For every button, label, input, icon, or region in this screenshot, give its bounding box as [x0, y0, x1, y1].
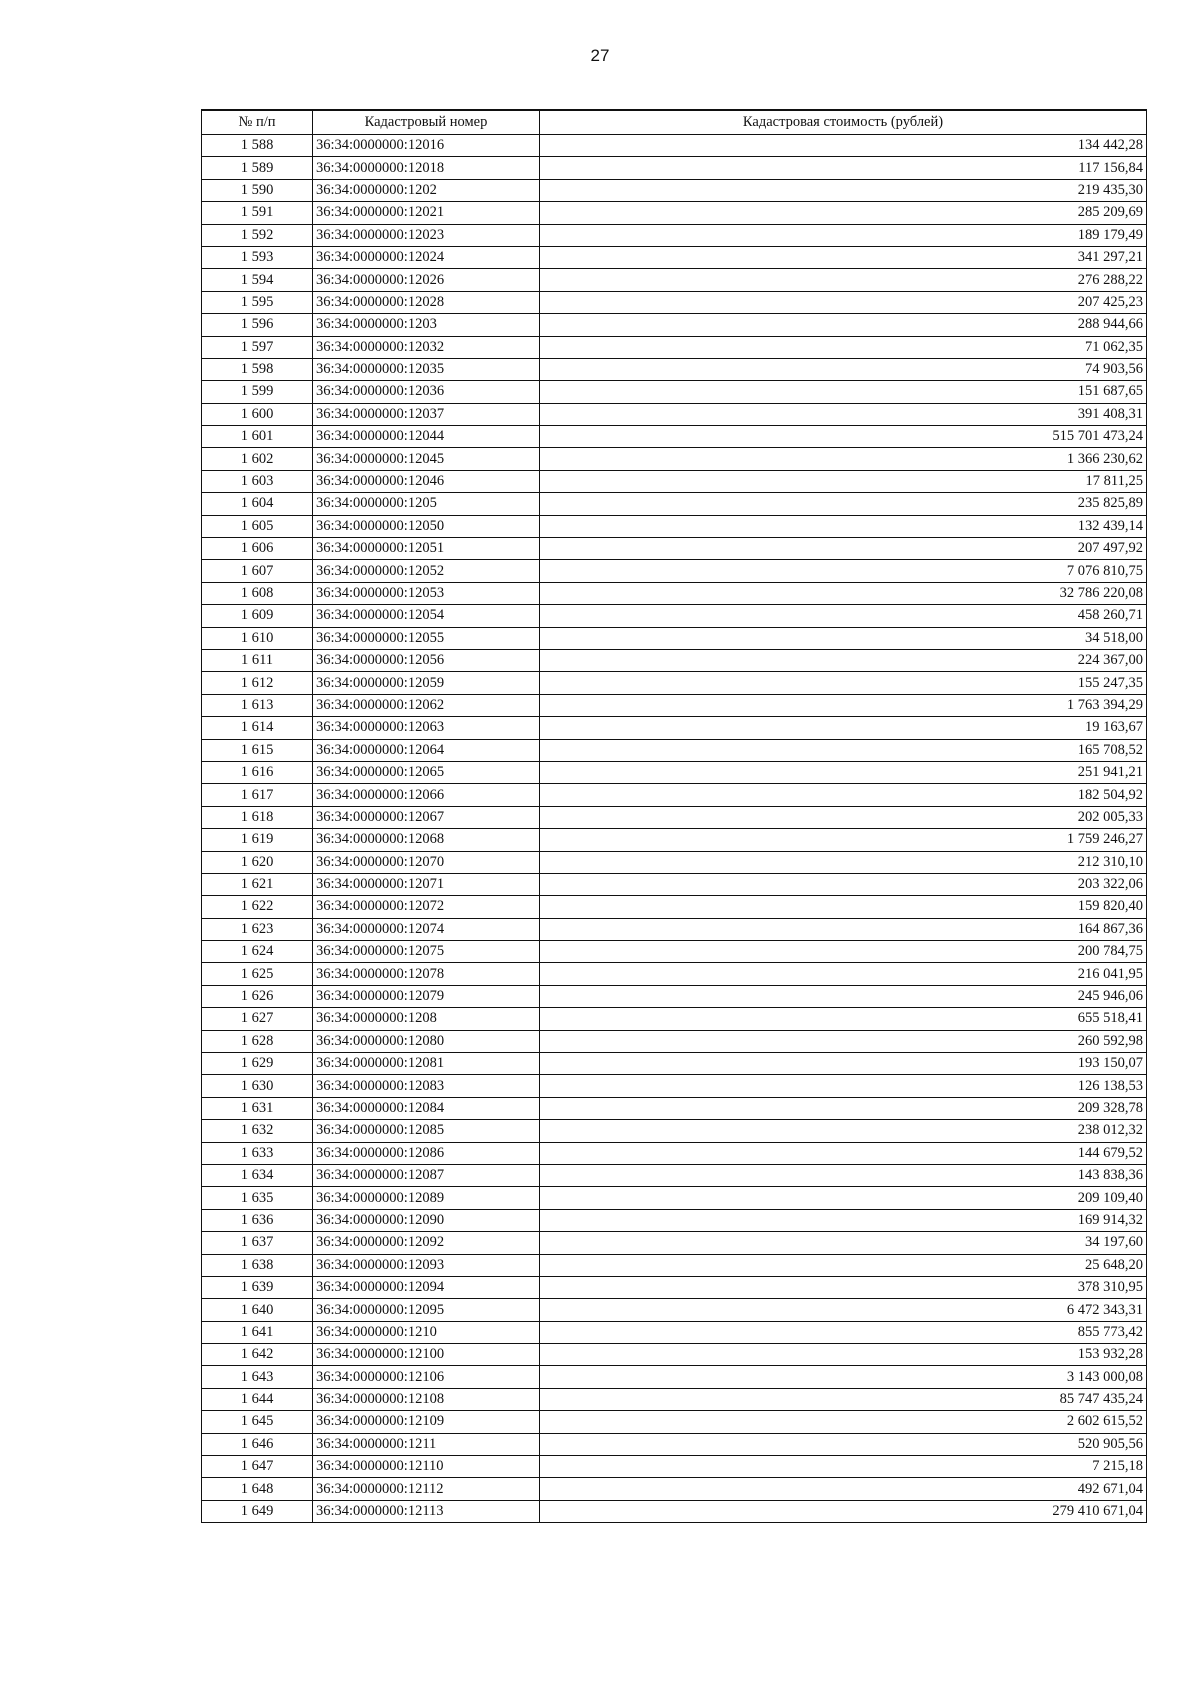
cadastral-number-cell: 36:34:0000000:12079	[313, 985, 540, 1007]
cadastral-number-cell: 36:34:0000000:12016	[313, 135, 540, 157]
cadastral-number-cell: 36:34:0000000:12051	[313, 538, 540, 560]
row-number-cell: 1 605	[202, 515, 313, 537]
row-number-cell: 1 640	[202, 1299, 313, 1321]
cadastral-number-cell: 36:34:0000000:12083	[313, 1075, 540, 1097]
cadastral-number-cell: 36:34:0000000:12113	[313, 1500, 540, 1522]
table-row	[202, 1344, 1147, 1366]
page-number: 27	[590, 46, 610, 65]
cadastral-number-cell: 36:34:0000000:12093	[313, 1254, 540, 1276]
cadastral-value-cell: 132 439,14	[540, 515, 1147, 537]
cadastral-value-cell: 341 297,21	[540, 246, 1147, 268]
cadastral-value-cell: 155 247,35	[540, 672, 1147, 694]
table-row	[202, 538, 1147, 560]
table-row	[202, 1366, 1147, 1388]
cadastral-value-cell: 165 708,52	[540, 739, 1147, 761]
cadastral-value-cell: 126 138,53	[540, 1075, 1147, 1097]
header-cadastral-number: Кадастровый номер	[313, 110, 540, 135]
cadastral-number-cell: 36:34:0000000:12092	[313, 1232, 540, 1254]
cadastral-value-cell: 216 041,95	[540, 963, 1147, 985]
table-row	[202, 694, 1147, 716]
row-number-cell: 1 624	[202, 941, 313, 963]
cadastral-number-cell: 36:34:0000000:12045	[313, 448, 540, 470]
cadastral-number-cell: 36:34:0000000:1205	[313, 493, 540, 515]
cadastral-number-cell: 36:34:0000000:12071	[313, 873, 540, 895]
cadastral-value-cell: 1 759 246,27	[540, 829, 1147, 851]
cadastral-value-cell: 209 109,40	[540, 1187, 1147, 1209]
cadastral-value-cell: 224 367,00	[540, 649, 1147, 671]
cadastral-number-cell: 36:34:0000000:12084	[313, 1097, 540, 1119]
row-number-cell: 1 634	[202, 1164, 313, 1186]
row-number-cell: 1 629	[202, 1053, 313, 1075]
table-row	[202, 1075, 1147, 1097]
cadastral-number-cell: 36:34:0000000:12089	[313, 1187, 540, 1209]
cadastral-number-cell: 36:34:0000000:12087	[313, 1164, 540, 1186]
row-number-cell: 1 595	[202, 291, 313, 313]
row-number-cell: 1 645	[202, 1411, 313, 1433]
table-row	[202, 941, 1147, 963]
table-row	[202, 649, 1147, 671]
table-row	[202, 269, 1147, 291]
row-number-cell: 1 600	[202, 403, 313, 425]
cadastral-number-cell: 36:34:0000000:12044	[313, 426, 540, 448]
row-number-cell: 1 614	[202, 717, 313, 739]
cadastral-value-cell: 245 946,06	[540, 985, 1147, 1007]
cadastral-value-cell: 7 076 810,75	[540, 560, 1147, 582]
table-header	[202, 110, 1147, 135]
cadastral-value-cell: 203 322,06	[540, 873, 1147, 895]
table-row	[202, 896, 1147, 918]
table-row	[202, 761, 1147, 783]
cadastral-value-cell: 7 215,18	[540, 1456, 1147, 1478]
cadastral-value-cell: 207 497,92	[540, 538, 1147, 560]
row-number-cell: 1 628	[202, 1030, 313, 1052]
row-number-cell: 1 632	[202, 1120, 313, 1142]
cadastral-number-cell: 36:34:0000000:12108	[313, 1388, 540, 1410]
row-number-cell: 1 615	[202, 739, 313, 761]
cadastral-value-cell: 159 820,40	[540, 896, 1147, 918]
table-row	[202, 1456, 1147, 1478]
table-row	[202, 1030, 1147, 1052]
table-row	[202, 784, 1147, 806]
table-row	[202, 1164, 1147, 1186]
cadastral-number-cell: 36:34:0000000:12100	[313, 1344, 540, 1366]
cadastral-number-cell: 36:34:0000000:12094	[313, 1276, 540, 1298]
cadastral-number-cell: 36:34:0000000:12050	[313, 515, 540, 537]
row-number-cell: 1 593	[202, 246, 313, 268]
table-row	[202, 1299, 1147, 1321]
row-number-cell: 1 608	[202, 582, 313, 604]
row-number-cell: 1 623	[202, 918, 313, 940]
cadastral-number-cell: 36:34:0000000:12018	[313, 157, 540, 179]
table-row	[202, 873, 1147, 895]
row-number-cell: 1 596	[202, 314, 313, 336]
cadastral-number-cell: 36:34:0000000:12106	[313, 1366, 540, 1388]
row-number-cell: 1 612	[202, 672, 313, 694]
cadastral-value-cell: 1 366 230,62	[540, 448, 1147, 470]
row-number-cell: 1 618	[202, 806, 313, 828]
table-row	[202, 1209, 1147, 1231]
table-row	[202, 806, 1147, 828]
row-number-cell: 1 588	[202, 135, 313, 157]
row-number-cell: 1 636	[202, 1209, 313, 1231]
table-row	[202, 1120, 1147, 1142]
table-row	[202, 1232, 1147, 1254]
cadastral-number-cell: 36:34:0000000:12074	[313, 918, 540, 940]
cadastral-value-cell: 209 328,78	[540, 1097, 1147, 1119]
table-row	[202, 493, 1147, 515]
cadastral-value-cell: 520 905,56	[540, 1433, 1147, 1455]
table-row	[202, 470, 1147, 492]
cadastral-value-cell: 279 410 671,04	[540, 1500, 1147, 1522]
table-row	[202, 224, 1147, 246]
cadastral-number-cell: 36:34:0000000:1202	[313, 179, 540, 201]
cadastral-number-cell: 36:34:0000000:12035	[313, 358, 540, 380]
row-number-cell: 1 597	[202, 336, 313, 358]
cadastral-value-cell: 855 773,42	[540, 1321, 1147, 1343]
cadastral-number-cell: 36:34:0000000:12109	[313, 1411, 540, 1433]
table-row	[202, 314, 1147, 336]
row-number-cell: 1 620	[202, 851, 313, 873]
cadastral-number-cell: 36:34:0000000:12064	[313, 739, 540, 761]
header-cadastral-value: Кадастровая стоимость (рублей)	[540, 110, 1147, 135]
header-row-number: № п/п	[202, 110, 313, 135]
cadastral-value-cell: 144 679,52	[540, 1142, 1147, 1164]
row-number-cell: 1 603	[202, 470, 313, 492]
cadastral-number-cell: 36:34:0000000:12110	[313, 1456, 540, 1478]
table-row	[202, 1008, 1147, 1030]
cadastral-value-cell: 17 811,25	[540, 470, 1147, 492]
table-row	[202, 1411, 1147, 1433]
table-body	[202, 135, 1147, 1523]
table-row	[202, 135, 1147, 157]
table-header-row	[202, 110, 1147, 135]
row-number-cell: 1 648	[202, 1478, 313, 1500]
table-row	[202, 829, 1147, 851]
cadastral-value-cell: 85 747 435,24	[540, 1388, 1147, 1410]
row-number-cell: 1 592	[202, 224, 313, 246]
cadastral-number-cell: 36:34:0000000:1203	[313, 314, 540, 336]
cadastral-number-cell: 36:34:0000000:12075	[313, 941, 540, 963]
row-number-cell: 1 622	[202, 896, 313, 918]
row-number-cell: 1 642	[202, 1344, 313, 1366]
row-number-cell: 1 625	[202, 963, 313, 985]
table-row	[202, 963, 1147, 985]
table-row	[202, 1053, 1147, 1075]
row-number-cell: 1 606	[202, 538, 313, 560]
row-number-cell: 1 627	[202, 1008, 313, 1030]
cadastral-number-cell: 36:34:0000000:12070	[313, 851, 540, 873]
cadastral-value-cell: 143 838,36	[540, 1164, 1147, 1186]
cadastral-number-cell: 36:34:0000000:12023	[313, 224, 540, 246]
cadastral-value-cell: 182 504,92	[540, 784, 1147, 806]
cadastral-value-cell: 207 425,23	[540, 291, 1147, 313]
row-number-cell: 1 607	[202, 560, 313, 582]
row-number-cell: 1 611	[202, 649, 313, 671]
table-row	[202, 202, 1147, 224]
row-number-cell: 1 630	[202, 1075, 313, 1097]
cadastral-value-cell: 193 150,07	[540, 1053, 1147, 1075]
cadastral-value-cell: 458 260,71	[540, 605, 1147, 627]
cadastral-value-cell: 276 288,22	[540, 269, 1147, 291]
table-row	[202, 1321, 1147, 1343]
row-number-cell: 1 609	[202, 605, 313, 627]
cadastral-number-cell: 36:34:0000000:12072	[313, 896, 540, 918]
table-row	[202, 582, 1147, 604]
cadastral-number-cell: 36:34:0000000:12032	[313, 336, 540, 358]
row-number-cell: 1 621	[202, 873, 313, 895]
table-row	[202, 627, 1147, 649]
cadastral-value-cell: 288 944,66	[540, 314, 1147, 336]
cadastral-number-cell: 36:34:0000000:12052	[313, 560, 540, 582]
row-number-cell: 1 604	[202, 493, 313, 515]
row-number-cell: 1 639	[202, 1276, 313, 1298]
table-row	[202, 985, 1147, 1007]
cadastral-number-cell: 36:34:0000000:12024	[313, 246, 540, 268]
row-number-cell: 1 646	[202, 1433, 313, 1455]
table-row	[202, 717, 1147, 739]
table-row	[202, 918, 1147, 940]
cadastral-value-cell: 164 867,36	[540, 918, 1147, 940]
cadastral-number-cell: 36:34:0000000:12063	[313, 717, 540, 739]
cadastral-value-cell: 212 310,10	[540, 851, 1147, 873]
row-number-cell: 1 649	[202, 1500, 313, 1522]
table-row	[202, 1500, 1147, 1522]
table-row	[202, 1276, 1147, 1298]
cadastral-number-cell: 36:34:0000000:12112	[313, 1478, 540, 1500]
cadastral-number-cell: 36:34:0000000:12053	[313, 582, 540, 604]
cadastral-number-cell: 36:34:0000000:12065	[313, 761, 540, 783]
row-number-cell: 1 598	[202, 358, 313, 380]
row-number-cell: 1 637	[202, 1232, 313, 1254]
table-row	[202, 739, 1147, 761]
cadastral-value-cell: 189 179,49	[540, 224, 1147, 246]
cadastral-value-cell: 25 648,20	[540, 1254, 1147, 1276]
cadastral-value-cell: 34 518,00	[540, 627, 1147, 649]
row-number-cell: 1 590	[202, 179, 313, 201]
table-row	[202, 1142, 1147, 1164]
row-number-cell: 1 643	[202, 1366, 313, 1388]
cadastral-value-cell: 151 687,65	[540, 381, 1147, 403]
row-number-cell: 1 591	[202, 202, 313, 224]
cadastral-number-cell: 36:34:0000000:12028	[313, 291, 540, 313]
cadastral-value-cell: 251 941,21	[540, 761, 1147, 783]
row-number-cell: 1 602	[202, 448, 313, 470]
cadastral-value-table	[201, 109, 1147, 1523]
cadastral-number-cell: 36:34:0000000:12080	[313, 1030, 540, 1052]
cadastral-value-cell: 6 472 343,31	[540, 1299, 1147, 1321]
table-row	[202, 403, 1147, 425]
row-number-cell: 1 619	[202, 829, 313, 851]
cadastral-number-cell: 36:34:0000000:1208	[313, 1008, 540, 1030]
table-row	[202, 246, 1147, 268]
cadastral-value-cell: 169 914,32	[540, 1209, 1147, 1231]
row-number-cell: 1 613	[202, 694, 313, 716]
table-row	[202, 560, 1147, 582]
cadastral-number-cell: 36:34:0000000:12054	[313, 605, 540, 627]
table-row	[202, 1388, 1147, 1410]
row-number-cell: 1 647	[202, 1456, 313, 1478]
cadastral-value-cell: 285 209,69	[540, 202, 1147, 224]
cadastral-value-cell: 492 671,04	[540, 1478, 1147, 1500]
table-row	[202, 358, 1147, 380]
cadastral-number-cell: 36:34:0000000:12046	[313, 470, 540, 492]
cadastral-value-cell: 34 197,60	[540, 1232, 1147, 1254]
row-number-cell: 1 599	[202, 381, 313, 403]
cadastral-value-cell: 238 012,32	[540, 1120, 1147, 1142]
cadastral-value-cell: 71 062,35	[540, 336, 1147, 358]
cadastral-value-cell: 74 903,56	[540, 358, 1147, 380]
cadastral-value-cell: 200 784,75	[540, 941, 1147, 963]
row-number-cell: 1 610	[202, 627, 313, 649]
cadastral-value-cell: 655 518,41	[540, 1008, 1147, 1030]
cadastral-value-cell: 515 701 473,24	[540, 426, 1147, 448]
table-row	[202, 1254, 1147, 1276]
cadastral-number-cell: 36:34:0000000:12055	[313, 627, 540, 649]
cadastral-number-cell: 36:34:0000000:12086	[313, 1142, 540, 1164]
table-row	[202, 515, 1147, 537]
cadastral-number-cell: 36:34:0000000:1211	[313, 1433, 540, 1455]
table-row	[202, 1097, 1147, 1119]
cadastral-number-cell: 36:34:0000000:12081	[313, 1053, 540, 1075]
table-row	[202, 291, 1147, 313]
table-row	[202, 672, 1147, 694]
cadastral-number-cell: 36:34:0000000:12067	[313, 806, 540, 828]
cadastral-value-cell: 2 602 615,52	[540, 1411, 1147, 1433]
cadastral-number-cell: 36:34:0000000:12036	[313, 381, 540, 403]
cadastral-number-cell: 36:34:0000000:12095	[313, 1299, 540, 1321]
cadastral-value-cell: 19 163,67	[540, 717, 1147, 739]
table-row	[202, 179, 1147, 201]
cadastral-value-cell: 3 143 000,08	[540, 1366, 1147, 1388]
cadastral-value-cell: 1 763 394,29	[540, 694, 1147, 716]
cadastral-number-cell: 36:34:0000000:12062	[313, 694, 540, 716]
table-row	[202, 336, 1147, 358]
table-row	[202, 448, 1147, 470]
row-number-cell: 1 616	[202, 761, 313, 783]
row-number-cell: 1 594	[202, 269, 313, 291]
table-row	[202, 1478, 1147, 1500]
table-row	[202, 426, 1147, 448]
cadastral-value-cell: 134 442,28	[540, 135, 1147, 157]
cadastral-value-cell: 391 408,31	[540, 403, 1147, 425]
table-row	[202, 157, 1147, 179]
row-number-cell: 1 635	[202, 1187, 313, 1209]
cadastral-number-cell: 36:34:0000000:12021	[313, 202, 540, 224]
cadastral-number-cell: 36:34:0000000:12090	[313, 1209, 540, 1231]
row-number-cell: 1 638	[202, 1254, 313, 1276]
cadastral-value-cell: 260 592,98	[540, 1030, 1147, 1052]
cadastral-value-cell: 378 310,95	[540, 1276, 1147, 1298]
row-number-cell: 1 644	[202, 1388, 313, 1410]
cadastral-value-cell: 219 435,30	[540, 179, 1147, 201]
row-number-cell: 1 641	[202, 1321, 313, 1343]
cadastral-value-cell: 202 005,33	[540, 806, 1147, 828]
cadastral-number-cell: 36:34:0000000:12078	[313, 963, 540, 985]
cadastral-value-cell: 153 932,28	[540, 1344, 1147, 1366]
cadastral-number-cell: 36:34:0000000:12056	[313, 649, 540, 671]
cadastral-number-cell: 36:34:0000000:12066	[313, 784, 540, 806]
row-number-cell: 1 617	[202, 784, 313, 806]
row-number-cell: 1 626	[202, 985, 313, 1007]
cadastral-number-cell: 36:34:0000000:12085	[313, 1120, 540, 1142]
cadastral-value-cell: 32 786 220,08	[540, 582, 1147, 604]
cadastral-number-cell: 36:34:0000000:1210	[313, 1321, 540, 1343]
row-number-cell: 1 589	[202, 157, 313, 179]
row-number-cell: 1 633	[202, 1142, 313, 1164]
row-number-cell: 1 601	[202, 426, 313, 448]
table-row	[202, 1433, 1147, 1455]
table-row	[202, 1187, 1147, 1209]
cadastral-value-cell: 117 156,84	[540, 157, 1147, 179]
table-row	[202, 851, 1147, 873]
cadastral-value-cell: 235 825,89	[540, 493, 1147, 515]
cadastral-number-cell: 36:34:0000000:12059	[313, 672, 540, 694]
cadastral-number-cell: 36:34:0000000:12037	[313, 403, 540, 425]
table-row	[202, 381, 1147, 403]
cadastral-number-cell: 36:34:0000000:12068	[313, 829, 540, 851]
cadastral-number-cell: 36:34:0000000:12026	[313, 269, 540, 291]
row-number-cell: 1 631	[202, 1097, 313, 1119]
table-row	[202, 605, 1147, 627]
